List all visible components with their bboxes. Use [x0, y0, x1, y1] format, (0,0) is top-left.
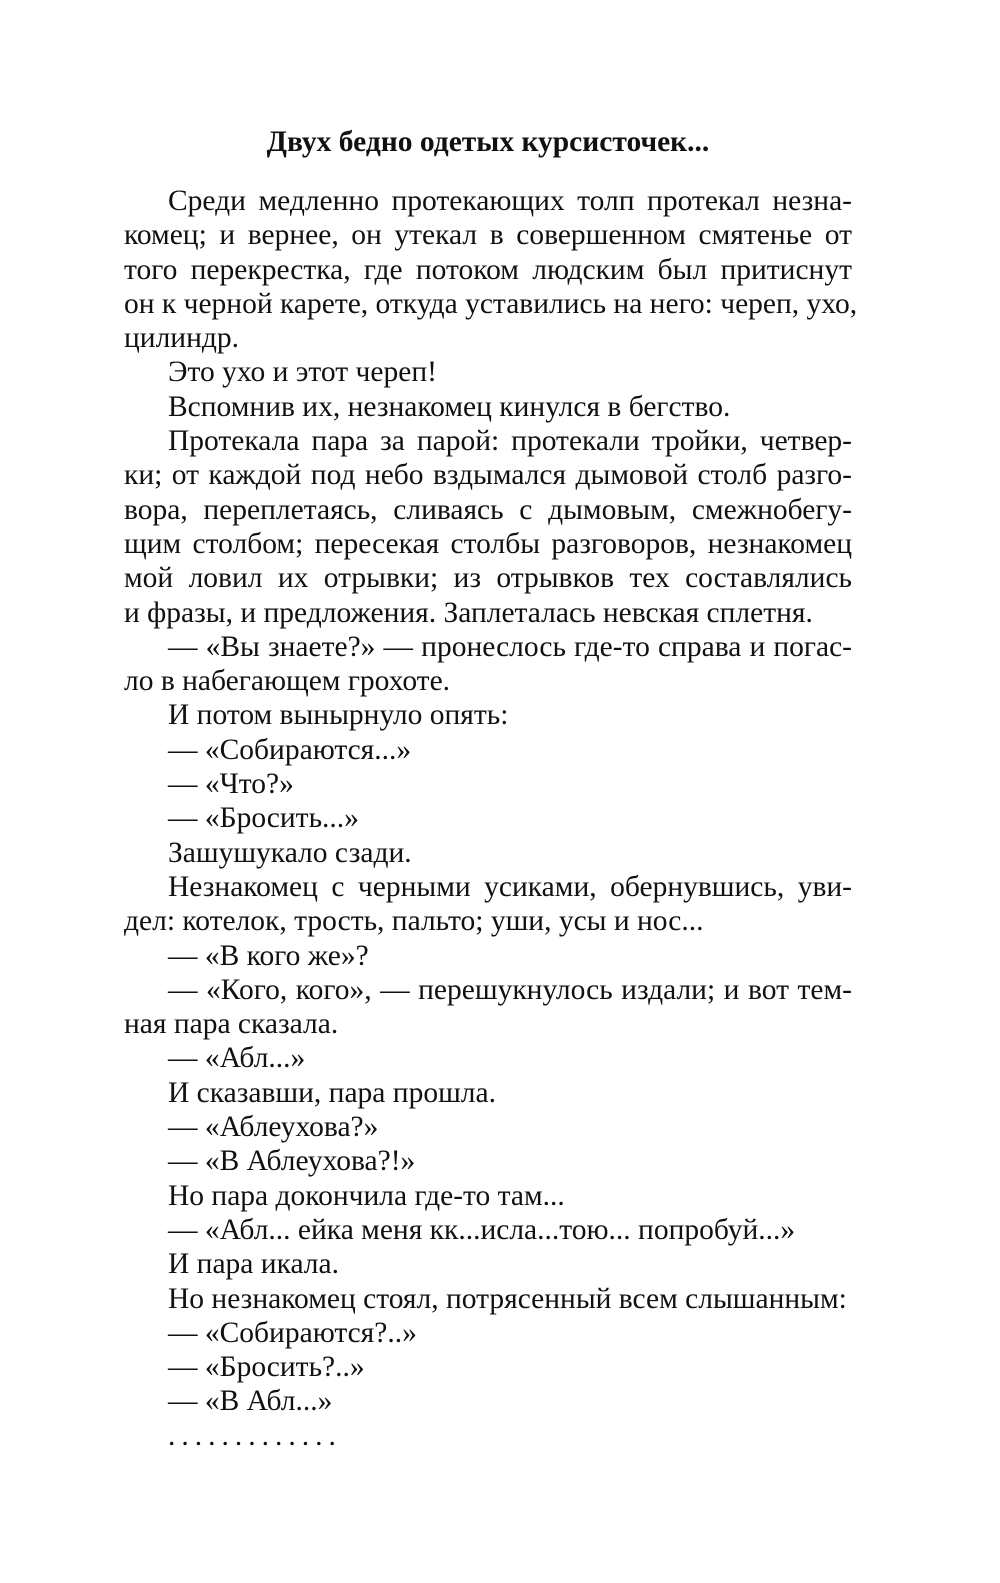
text-line: того перекрестка, где потоком людским был притиснут [124, 253, 852, 286]
text-line: — «Абл...» [168, 1042, 306, 1075]
text-line: Но пара докончила где-то там... [168, 1179, 565, 1212]
text-line: Вспомнив их, незнакомец кинулся в бегство. [168, 390, 731, 423]
text-line: мой ловил их отрывки; из отрывков тех составлялись [124, 562, 852, 595]
text-line: И потом вынырнуло опять: [168, 699, 509, 732]
text-line: Но незнакомец стоял, потрясенный всем слышанным: [168, 1282, 847, 1315]
text-line: — «В кого же»? [168, 939, 369, 972]
text-line: ная пара сказала. [124, 1008, 339, 1041]
text-line: Зашушукало сзади. [168, 836, 412, 869]
text-line: — «Бросить?..» [168, 1351, 365, 1384]
text-line: — «Кого, кого», — перешукнулось издали; и вот тем- [168, 973, 852, 1006]
text-line: — «В Абл...» [168, 1385, 333, 1418]
text-line: дел: котелок, трость, пальто; уши, усы и нос... [124, 905, 704, 938]
text-line: ки; от каждой под небо вздымался дымовой столб разго- [124, 459, 852, 492]
text-line: ло в набегающем грохоте. [124, 665, 451, 698]
text-line: — «Собираются...» [168, 733, 412, 766]
text-line: и фразы, и предложения. Заплеталась невская сплетня. [124, 596, 813, 629]
text-line: щим столбом; пересекая столбы разговоров, незнакомец [124, 527, 852, 560]
chapter-title: Двух бедно одетых курсисточек... [266, 126, 710, 158]
text-line: — «Собираются?..» [168, 1316, 417, 1349]
text-line: комец; и вернее, он утекал в совершенном смятенье от [124, 219, 852, 252]
text-line: Это ухо и этот череп! [168, 356, 437, 389]
text-line: он к черной карете, откуда уставились на него: череп, ухо, [124, 287, 858, 320]
book-page [124, 122, 858, 1453]
text-line: — «Бросить...» [168, 802, 359, 835]
text-line: цилиндр. [124, 322, 240, 355]
text-line: — «В Аблеухова?!» [168, 1145, 416, 1178]
text-line: — «Вы знаете?» — пронеслось где-то справа и погас- [168, 630, 852, 663]
text-line: И пара икала. [168, 1248, 339, 1281]
text-line: И сказавши, пара прошла. [168, 1076, 496, 1109]
text-line: Среди медленно протекающих толп протекал незна- [168, 185, 852, 217]
ellipsis-line: ............. [168, 1419, 342, 1452]
text-line: — «Аблеухова?» [168, 1111, 379, 1144]
text-line: — «Что?» [168, 768, 294, 801]
text-line: вора, переплетаясь, сливаясь с дымовым, смежнобегу- [124, 493, 852, 526]
text-line: — «Абл... ейка меня кк...исла...тою... попробуй...» [168, 1213, 796, 1246]
text-line: Незнакомец с черными усиками, обернувшись, уви- [168, 870, 852, 903]
text-line: Протекала пара за парой: протекали тройки, четвер- [168, 425, 852, 458]
